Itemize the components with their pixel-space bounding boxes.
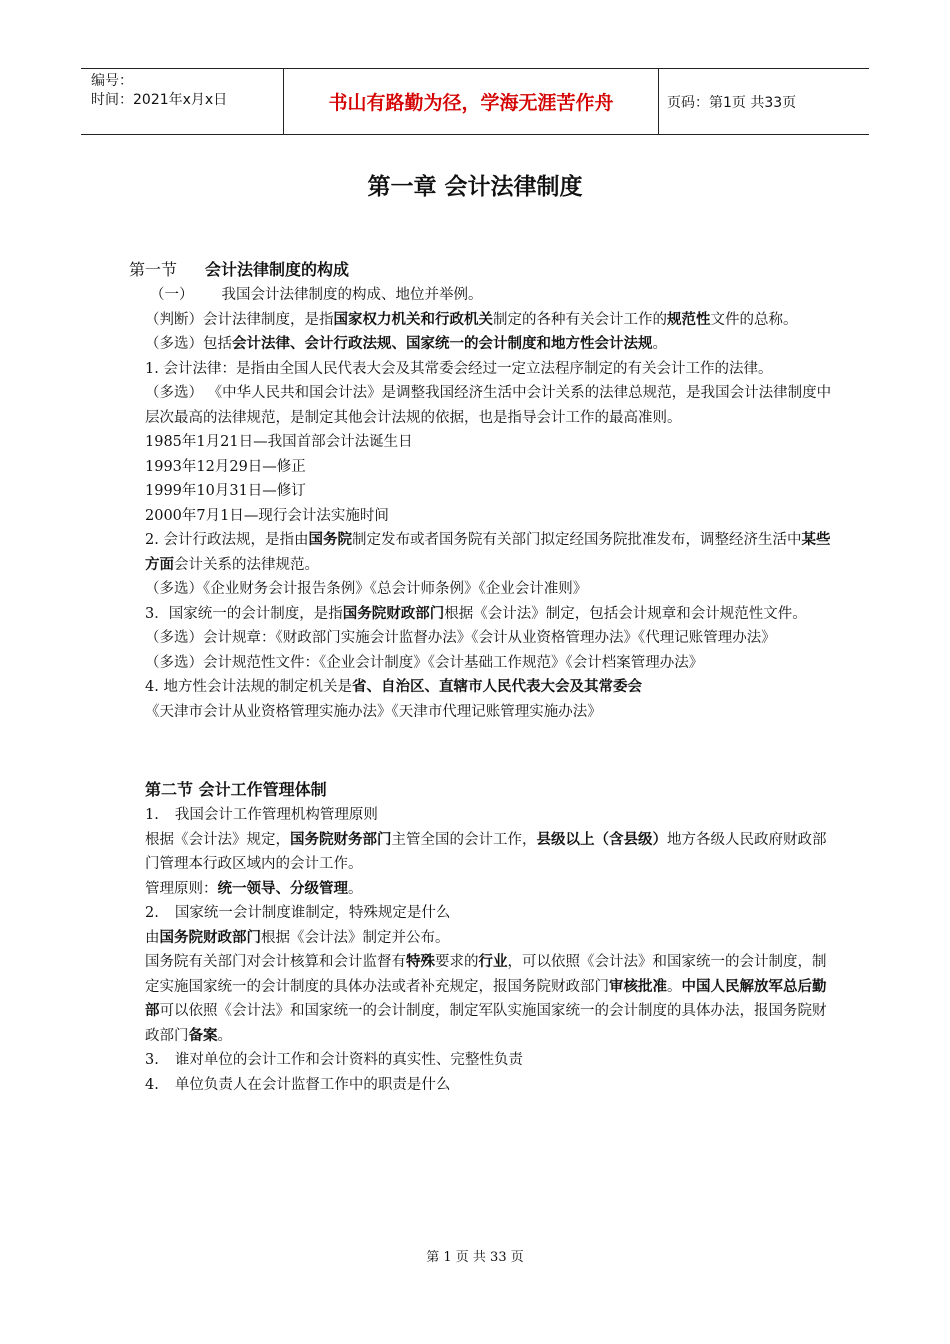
date-label: 时间：2021年x月x日 [91,92,228,108]
para-law: 1. 会计法律：是指由全国人民代表大会及其常委会经过一定立法程序制定的有关会计工作的法律。 [145,360,773,377]
para-admin: 2. 会计行政法规，是指由国务院制定发布或者国务院有关部门拟定经国务院批准发布，调整经济生活中某些方面会计关系的法律规范。 [145,532,831,573]
para-multi-3: （多选）《企业财务会计报告条例》《总会计师条例》《企业会计准则》 [145,581,588,597]
para-principle: 管理原则：统一领导、分级管理。 [145,880,363,897]
para-by: 由国务院财政部门根据《会计法》制定并公布。 [145,929,450,946]
para-multi-2: （多选） 《中华人民共和国会计法》是调整我国经济生活中会计关系的法律总规范，是我国会计法律制度中层次最高的法律规范，是制定其他会计法规的依据，也是指导会计工作的最高准则。 [145,385,832,426]
para-multi-4: （多选）会计规章：《财政部门实施会计监督办法》《会计从业资格管理办法》《代理记账管理办法》 [145,630,776,646]
section2-heading: 第二节 会计工作管理体制 [145,780,327,799]
para-judge: （判断）会计法律制度，是指国家权力机关和行政机关制定的各种有关会计工作的规范性文件的总称。 [145,311,798,328]
date-item: 1999年10月31日—修订 [145,483,306,499]
date-item: 2000年7月1日—现行会计法实施时间 [145,507,389,524]
header-table [81,68,869,135]
header-page-info: 页码：第1页 共33页 [667,94,797,111]
page-footer: 第 1 页 共 33 页 [426,1250,524,1265]
para-unified: 3．国家统一的会计制度，是指国务院财政部门根据《会计法》制定，包括会计规章和会计规范性文件。 [145,605,807,622]
para-multi-5: （多选）会计规范性文件：《企业会计制度》《会计基础工作规范》《会计档案管理办法》 [145,654,704,671]
date-item: 1985年1月21日—我国首部会计法诞生日 [145,434,413,450]
question-2: 2. 国家统一会计制度谁制定，特殊规定是什么 [145,905,451,921]
para-multi-1: （多选）包括会计法律、会计行政法规、国家统一的会计制度和地方性会计法规。 [145,336,667,352]
question-4: 4. 单位负责人在会计监督工作中的职责是什么 [145,1076,451,1093]
header-motto: 书山有路勤为径，学海无涯苦作舟 [283,69,659,134]
document-body [129,256,835,1097]
para-org: 根据《会计法》规定，国务院财务部门主管全国的会计工作，县级以上（含县级）地方各级人民政府财政部门管理本行政区域内的会计工作。 [145,831,827,872]
number-label: 编号： [91,73,133,89]
date-item: 1993年12月29日—修正 [145,458,306,475]
header-meta-cell [81,69,283,134]
question-3: 3. 谁对单位的会计工作和会计资料的真实性、完整性负责 [145,1052,523,1068]
section1-heading: 第一节 会计法律制度的构成 [129,260,350,279]
question-1: 1. 我国会计工作管理机构管理原则 [145,807,378,823]
chapter-title: 第一章 会计法律制度 [367,174,583,200]
para-special: 国务院有关部门对会计核算和会计监督有特殊要求的行业，可以依照《会计法》和国家统一的会计制度，制定实施国家统一的会计制度的具体办法或者补充规定，报国务院财政部门审核批准。中国人民解放军总后勤部可以依照《会计法》和国家统一的会计制度，制定军队实施国家统一的会计制度的具体办法，报国务院财政部门备案。 [145,954,827,1044]
para-local: 4. 地方性会计法规的制定机关是省、自治区、直辖市人民代表大会及其常委会 [145,679,642,695]
para-tianjin: 《天津市会计从业资格管理实施办法》《天津市代理记账管理实施办法》 [145,703,602,720]
section1-intro: （一） 我国会计法律制度的构成、地位并举例。 [150,287,483,303]
